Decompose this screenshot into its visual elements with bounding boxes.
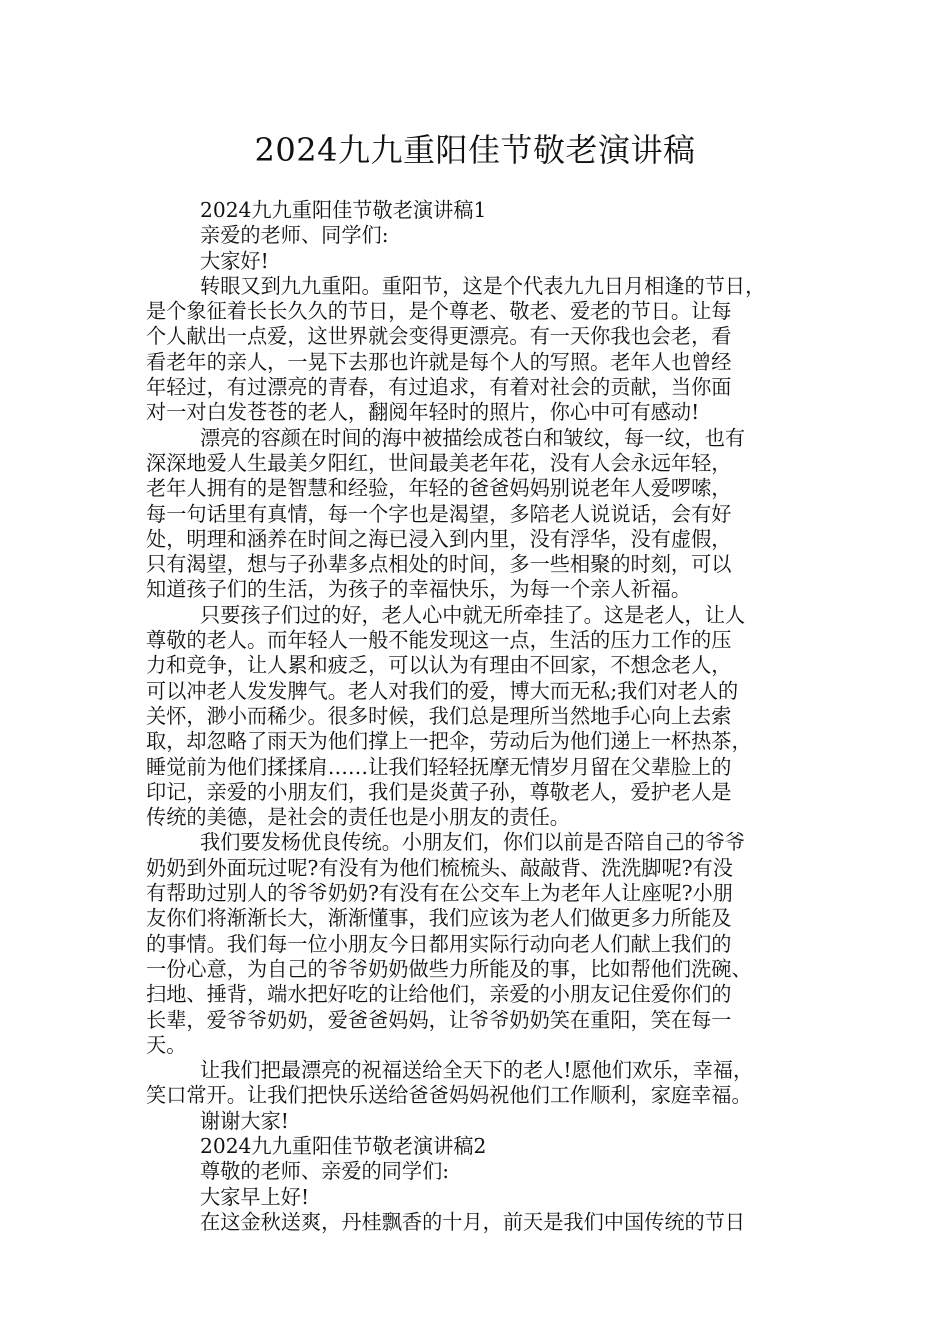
- body-text-line: 深深地爱人生最美夕阳红，世间最美老年花，没有人会永远年轻，: [146, 450, 732, 475]
- body-text-line: 亲爱的老师、同学们:: [200, 223, 389, 248]
- body-text-line: 是个象征着长长久久的节日，是个尊老、敬老、爱老的节日。让每: [146, 299, 732, 324]
- document-body: [146, 198, 806, 1235]
- body-text-line: 让我们把最漂亮的祝福送给全天下的老人!愿他们欢乐，幸福，: [200, 1058, 754, 1083]
- body-text-line: 关怀，渺小而稀少。很多时候，我们总是理所当然地手心向上去索: [146, 703, 732, 728]
- body-text-line: 友你们将渐渐长大，渐渐懂事，我们应该为老人们做更多力所能及: [146, 906, 732, 931]
- body-text-line: 年轻过，有过漂亮的青春，有过追求，有着对社会的贡献，当你面: [146, 375, 732, 400]
- body-text-line: 笑口常开。让我们把快乐送给爸爸妈妈祝他们工作顺利，家庭幸福。: [146, 1083, 752, 1108]
- body-text-line: 尊敬的老师、亲爱的同学们:: [200, 1159, 450, 1184]
- body-text-line: 的事情。我们每一位小朋友今日都用实际行动向老人们献上我们的: [146, 931, 732, 956]
- body-text-line: 一份心意，为自己的爷爷奶奶做些力所能及的事，比如帮他们洗碗、: [146, 956, 752, 981]
- body-text-line: 在这金秋送爽，丹桂飘香的十月，前天是我们中国传统的节日: [200, 1209, 746, 1234]
- body-text-line: 长辈，爱爷爷奶奶，爱爸爸妈妈，让爷爷奶奶笑在重阳，笑在每一: [146, 1007, 732, 1032]
- body-text-line: 老年人拥有的是智慧和经验，年轻的爸爸妈妈别说老年人爱啰嗦，: [146, 476, 732, 501]
- body-text-line: 漂亮的容颜在时间的海中被描绘成苍白和皱纹，每一纹，也有: [200, 425, 746, 450]
- body-text-line: 2024九九重阳佳节敬老演讲稿1: [200, 198, 487, 222]
- body-text-line: 2024九九重阳佳节敬老演讲稿2: [200, 1133, 487, 1158]
- body-text-line: 处，明理和涵养在时间之海已浸入到内里，没有浮华，没有虚假，: [146, 526, 732, 551]
- body-text-line: 传统的美德，是社会的责任也是小朋友的责任。: [146, 805, 570, 830]
- body-text-line: 转眼又到九九重阳。重阳节，这是个代表九九日月相逢的节日，: [200, 273, 766, 298]
- body-text-line: 可以冲老人发发脾气。老人对我们的爱，博大而无私;我们对老人的: [146, 678, 739, 703]
- body-text-line: 睡觉前为他们揉揉肩……让我们轻轻抚摩无情岁月留在父辈脸上的: [146, 754, 732, 779]
- body-text-line: 尊敬的老人。而年轻人一般不能发现这一点，生活的压力工作的压: [146, 628, 732, 653]
- body-text-line: 知道孩子们的生活，为孩子的幸福快乐，为每一个亲人祈福。: [146, 577, 692, 602]
- body-text-line: 只有渴望，想与子孙辈多点相处的时间，多一些相聚的时刻，可以: [146, 552, 732, 577]
- body-text-line: 大家早上好!: [200, 1184, 310, 1209]
- body-text-line: 我们要发杨优良传统。小朋友们，你们以前是否陪自己的爷爷: [200, 830, 746, 855]
- body-text-line: 取，却忽略了雨天为他们撑上一把伞，劳动后为他们递上一杯热茶，: [146, 729, 752, 754]
- body-text-line: 印记，亲爱的小朋友们，我们是炎黄子孙，尊敬老人，爱护老人是: [146, 779, 732, 804]
- body-text-line: 对一对白发苍苍的老人，翻阅年轻时的照片，你心中可有感动!: [146, 400, 700, 425]
- body-text-line: 奶奶到外面玩过呢?有没有为他们梳梳头、敲敲背、洗洗脚呢?有没: [146, 855, 733, 880]
- body-text-line: 只要孩子们过的好，老人心中就无所牵挂了。这是老人，让人: [200, 602, 746, 627]
- document-title: 2024九九重阳佳节敬老演讲稿: [254, 131, 696, 169]
- body-text-line: 每一句话里有真情，每一个字也是渴望，多陪老人说说话，会有好: [146, 501, 732, 526]
- body-text-line: 力和竞争，让人累和疲乏，可以认为有理由不回家，不想念老人，: [146, 653, 732, 678]
- body-text-line: 扫地、捶背，端水把好吃的让给他们，亲爱的小朋友记住爱你们的: [146, 982, 732, 1007]
- body-text-line: 有帮助过别人的爷爷奶奶?有没有在公交车上为老年人让座呢?小朋: [146, 881, 733, 906]
- body-text-line: 看老年的亲人，一晃下去那也许就是每个人的写照。老年人也曾经: [146, 349, 732, 374]
- body-text-line: 大家好!: [200, 248, 269, 273]
- body-text-line: 谢谢大家!: [200, 1108, 289, 1133]
- body-text-line: 个人献出一点爱，这世界就会变得更漂亮。有一天你我也会老，看: [146, 324, 732, 349]
- body-text-line: 天。: [146, 1032, 187, 1057]
